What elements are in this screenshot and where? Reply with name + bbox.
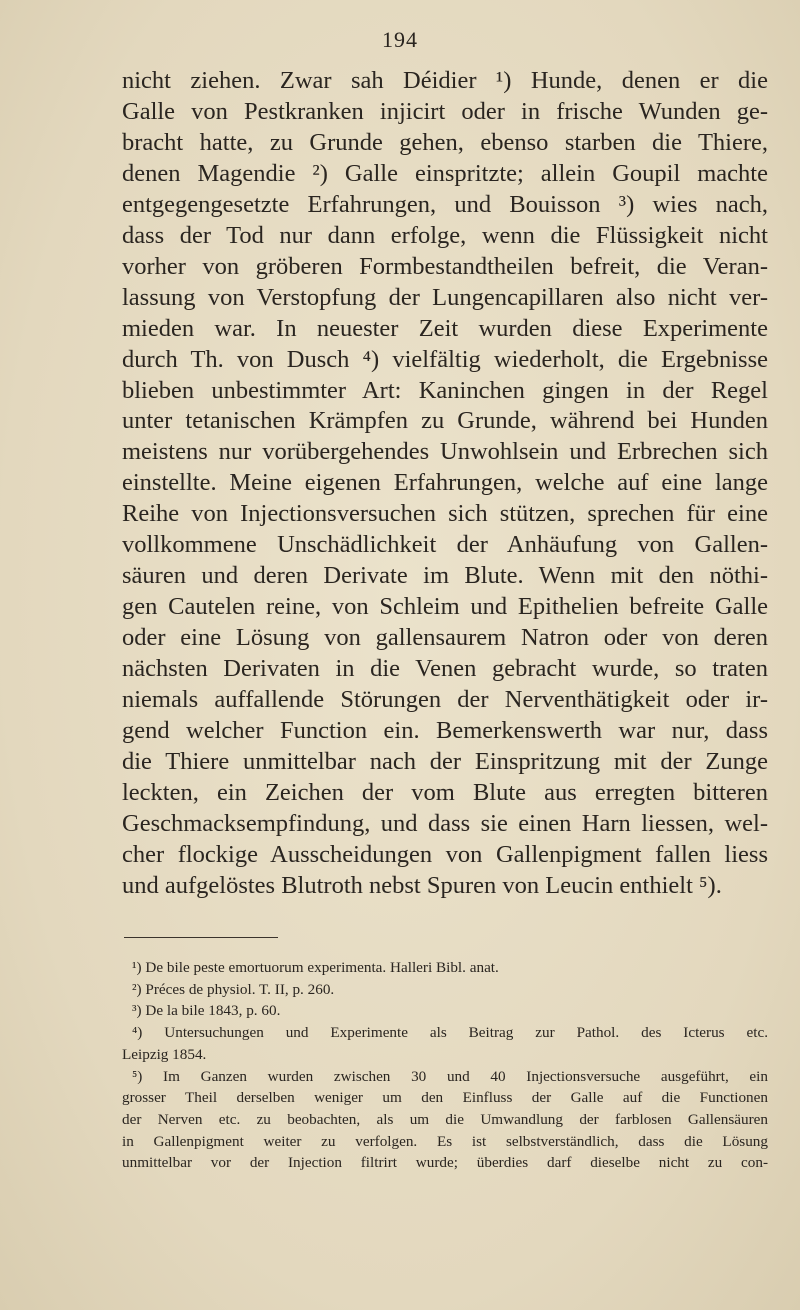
body-line: nicht ziehen. Zwar sah Déidier ¹) Hunde, denen er die: [122, 67, 768, 94]
body-line: säuren und deren Derivate im Blute. Wenn mit den nöthi-: [122, 562, 768, 590]
body-line: einstellte. Meine eigenen Erfahrungen, welche auf eine lange: [122, 469, 768, 497]
body-line: durch Th. von Dusch ⁴) vielfältig wiederholt, die Ergebnisse: [122, 345, 768, 373]
footnote-line: ¹) De bile peste emortuorum experimenta. Halleri Bibl. anat.: [132, 959, 499, 976]
footnote-line: in Gallenpigment weiter zu verfolgen. Es ist selbstverständlich, dass die Lösung: [122, 1132, 768, 1150]
body-line: denen Magendie ²) Galle einspritzte; allein Goupil machte: [122, 159, 768, 187]
footnote-line: Leipzig 1854.: [122, 1045, 207, 1063]
body-line: bracht hatte, zu Grunde gehen, ebenso starben die Thiere,: [122, 128, 768, 156]
footnote-line: ⁴) Untersuchungen und Experimente als Beitrag zur Pathol. des Icterus etc.: [132, 1024, 768, 1042]
footnote-separator: [124, 937, 278, 938]
body-line: nächsten Derivaten in die Venen gebracht wurde, so traten: [122, 655, 768, 683]
footnote-line: ⁵) Im Ganzen wurden zwischen 30 und 40 Injectionsversuche ausgeführt, ein: [132, 1067, 768, 1085]
footnote-line: ³) De la bile 1843, p. 60.: [132, 1002, 281, 1020]
body-line: unter tetanischen Krämpfen zu Grunde, während bei Hunden: [122, 407, 768, 435]
body-line: und aufgelöstes Blutroth nebst Spuren von Leucin enthielt ⁵).: [122, 871, 722, 899]
footnote-line: grosser Theil derselben weniger um den Einfluss der Galle auf die Functionen: [122, 1089, 768, 1107]
body-line: niemals auffallende Störungen der Nerventhätigkeit oder ir-: [122, 686, 768, 714]
body-line: oder eine Lösung von gallensaurem Natron oder von deren: [122, 624, 768, 652]
footnotes: [122, 957, 768, 1174]
body-line: gen Cautelen reine, von Schleim und Epithelien befreite Galle: [122, 593, 768, 621]
body-line: Geschmacksempfindung, und dass sie einen Harn liessen, wel-: [122, 809, 768, 837]
footnote-line: der Nerven etc. zu beobachten, als um die Umwandlung der farblosen Gallensäuren: [122, 1110, 768, 1128]
body-text: [122, 66, 768, 902]
body-line: gend welcher Function ein. Bemerkenswerth war nur, dass: [122, 717, 768, 745]
body-line: leckten, ein Zeichen der vom Blute aus erregten bitteren: [122, 778, 768, 806]
footnote-line: unmittelbar vor der Injection filtrirt wurde; überdies darf dieselbe nicht zu con-: [122, 1154, 768, 1172]
body-line: vollkommene Unschädlichkeit der Anhäufung von Gallen-: [122, 531, 768, 559]
body-line: mieden war. In neuester Zeit wurden diese Experimente: [122, 314, 768, 342]
body-line: Reihe von Injectionsversuchen sich stützen, sprechen für eine: [122, 500, 768, 528]
body-line: blieben unbestimmter Art: Kaninchen gingen in der Regel: [122, 376, 768, 404]
body-line: die Thiere unmittelbar nach der Einspritzung mit der Zunge: [122, 747, 768, 775]
body-line: cher flockige Ausscheidungen von Gallenpigment fallen liess: [122, 840, 768, 868]
body-line: Galle von Pestkranken injicirt oder in frische Wunden ge-: [122, 97, 768, 125]
body-line: vorher von gröberen Formbestandtheilen befreit, die Veran-: [122, 252, 768, 280]
footnote-line: ²) Préces de physiol. T. II, p. 260.: [132, 980, 335, 998]
body-line: meistens nur vorübergehendes Unwohlsein und Erbrechen sich: [122, 438, 768, 466]
body-line: dass der Tod nur dann erfolge, wenn die Flüssigkeit nicht: [122, 221, 768, 249]
body-line: entgegengesetzte Erfahrungen, und Bouisson ³) wies nach,: [122, 190, 768, 218]
page-number: 194: [382, 27, 418, 52]
body-line: lassung von Verstopfung der Lungencapillaren also nicht ver-: [122, 283, 768, 311]
